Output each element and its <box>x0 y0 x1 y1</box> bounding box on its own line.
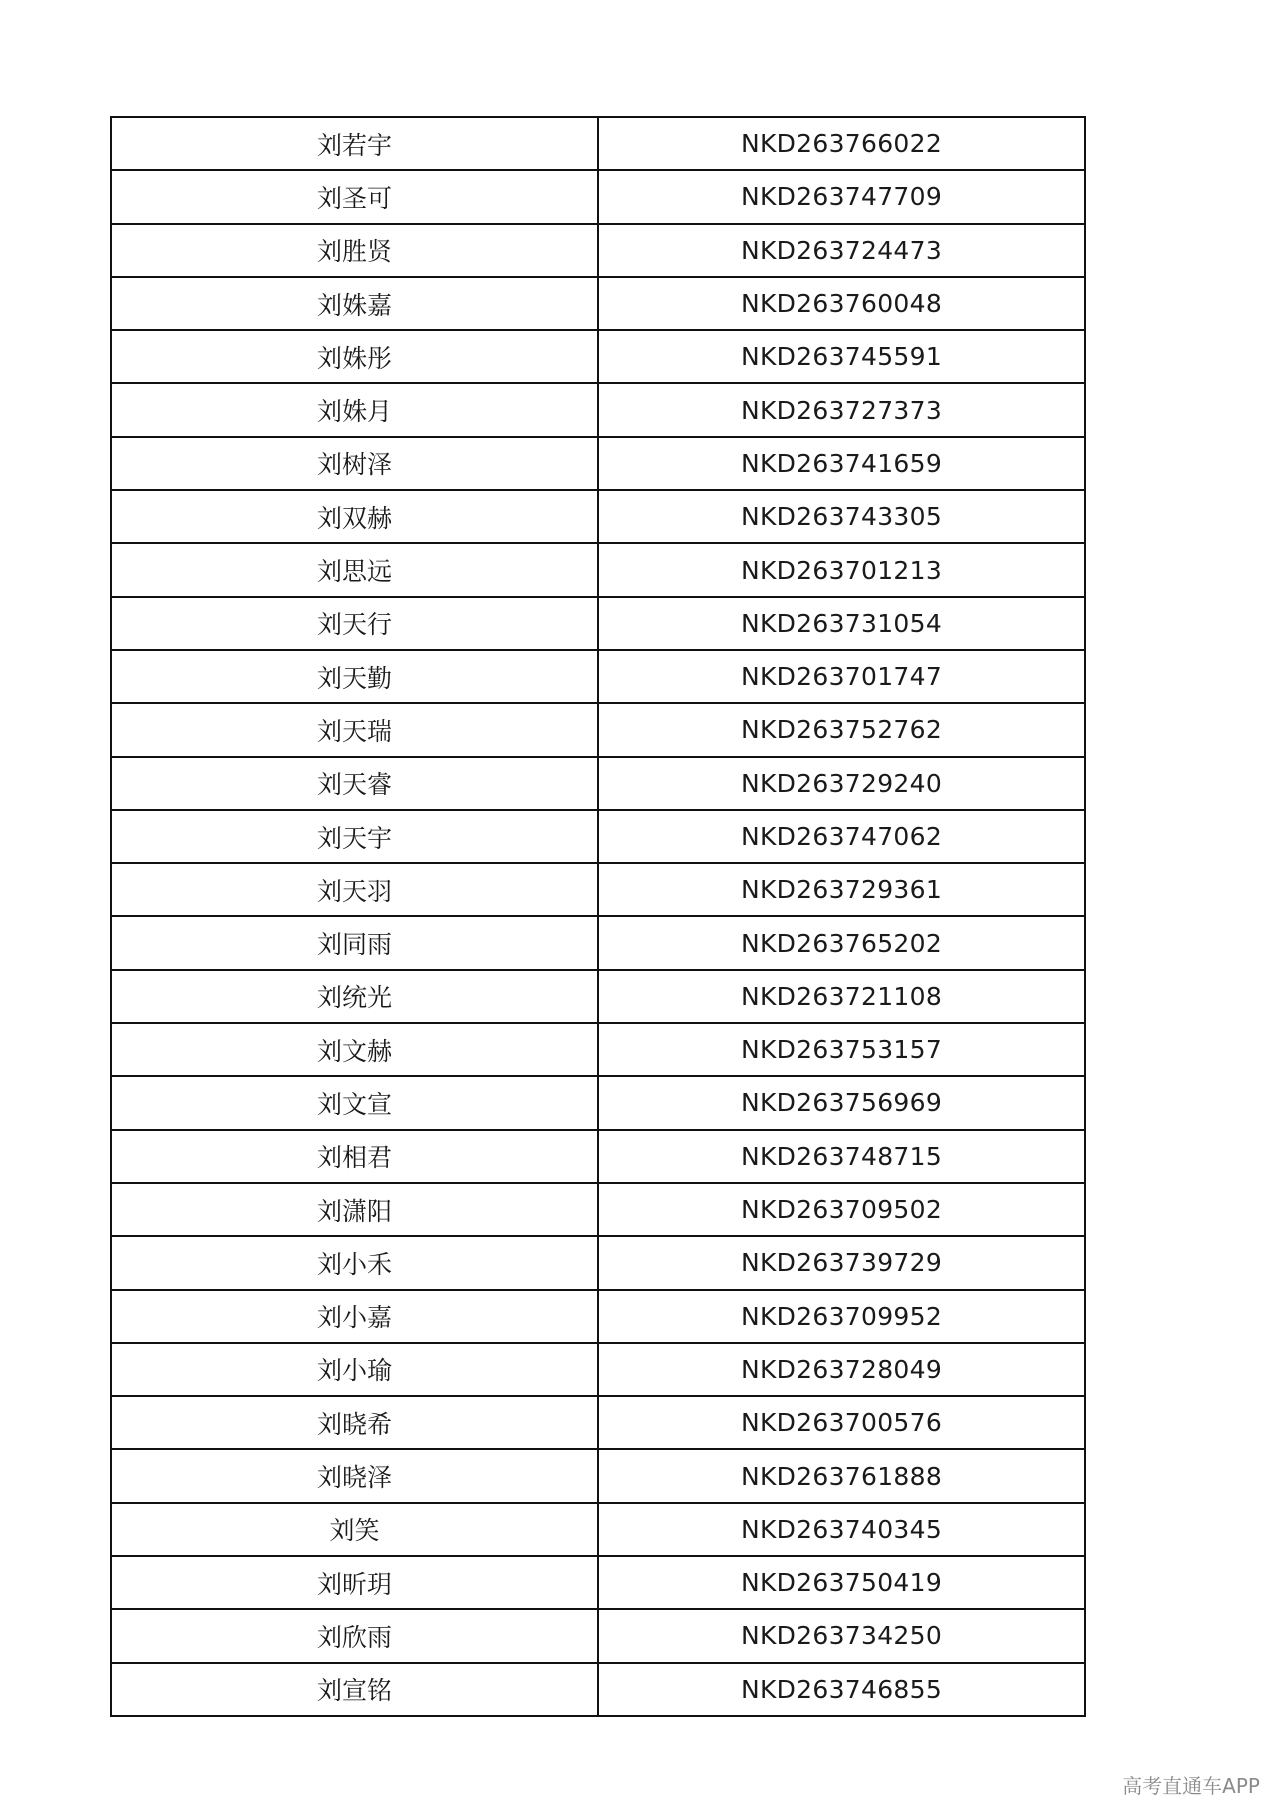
table-row <box>111 277 1085 330</box>
table-row <box>111 490 1085 543</box>
table-row <box>111 1343 1085 1396</box>
table-row <box>111 703 1085 756</box>
student-id-cell: NKD263740345 <box>598 1503 1085 1556</box>
table-row <box>111 1663 1085 1716</box>
student-id-cell: NKD263747709 <box>598 170 1085 223</box>
student-id-cell: NKD263745591 <box>598 330 1085 383</box>
student-id-cell: NKD263746855 <box>598 1663 1085 1716</box>
student-name-cell: 刘文赫 <box>111 1023 598 1076</box>
table-row <box>111 810 1085 863</box>
student-name-cell: 刘圣可 <box>111 170 598 223</box>
student-name-cell: 刘树泽 <box>111 437 598 490</box>
student-id-cell: NKD263721108 <box>598 970 1085 1023</box>
student-name-cell: 刘晓希 <box>111 1396 598 1449</box>
student-name-cell: 刘胜贤 <box>111 224 598 277</box>
student-name-cell: 刘天勤 <box>111 650 598 703</box>
student-id-cell: NKD263728049 <box>598 1343 1085 1396</box>
student-name-cell: 刘双赫 <box>111 490 598 543</box>
table-row <box>111 437 1085 490</box>
table-row <box>111 597 1085 650</box>
student-id-cell: NKD263729240 <box>598 757 1085 810</box>
table-row <box>111 1609 1085 1662</box>
student-id-cell: NKD263727373 <box>598 383 1085 436</box>
watermark-text: 高考直通车APP <box>1122 1774 1260 1798</box>
table-row <box>111 863 1085 916</box>
table-row <box>111 1236 1085 1289</box>
student-id-cell: NKD263756969 <box>598 1076 1085 1129</box>
student-id-cell: NKD263701747 <box>598 650 1085 703</box>
student-table <box>110 116 1086 1717</box>
student-id-cell: NKD263753157 <box>598 1023 1085 1076</box>
student-id-cell: NKD263741659 <box>598 437 1085 490</box>
student-name-cell: 刘思远 <box>111 543 598 596</box>
student-name-cell: 刘天宇 <box>111 810 598 863</box>
table-row <box>111 916 1085 969</box>
table-row <box>111 1023 1085 1076</box>
student-name-cell: 刘同雨 <box>111 916 598 969</box>
student-name-cell: 刘欣雨 <box>111 1609 598 1662</box>
student-name-cell: 刘昕玥 <box>111 1556 598 1609</box>
table-row <box>111 1396 1085 1449</box>
student-id-cell: NKD263739729 <box>598 1236 1085 1289</box>
student-name-cell: 刘姝嘉 <box>111 277 598 330</box>
table-row <box>111 383 1085 436</box>
student-id-cell: NKD263700576 <box>598 1396 1085 1449</box>
student-name-cell: 刘笑 <box>111 1503 598 1556</box>
student-name-cell: 刘统光 <box>111 970 598 1023</box>
table-row <box>111 650 1085 703</box>
student-name-cell: 刘相君 <box>111 1130 598 1183</box>
table-row <box>111 970 1085 1023</box>
table-row <box>111 1449 1085 1502</box>
student-id-cell: NKD263709952 <box>598 1290 1085 1343</box>
table-row <box>111 330 1085 383</box>
student-id-cell: NKD263709502 <box>598 1183 1085 1236</box>
student-name-cell: 刘潇阳 <box>111 1183 598 1236</box>
table-row <box>111 1503 1085 1556</box>
student-name-cell: 刘天羽 <box>111 863 598 916</box>
student-name-cell: 刘天行 <box>111 597 598 650</box>
student-name-cell: 刘小瑜 <box>111 1343 598 1396</box>
student-name-cell: 刘文宣 <box>111 1076 598 1129</box>
table-row <box>111 224 1085 277</box>
student-name-cell: 刘姝月 <box>111 383 598 436</box>
table-row <box>111 1290 1085 1343</box>
student-name-cell: 刘小禾 <box>111 1236 598 1289</box>
student-id-cell: NKD263747062 <box>598 810 1085 863</box>
student-id-cell: NKD263701213 <box>598 543 1085 596</box>
student-id-cell: NKD263743305 <box>598 490 1085 543</box>
student-id-cell: NKD263724473 <box>598 224 1085 277</box>
student-name-cell: 刘姝彤 <box>111 330 598 383</box>
student-id-cell: NKD263729361 <box>598 863 1085 916</box>
student-name-cell: 刘晓泽 <box>111 1449 598 1502</box>
student-name-cell: 刘若宇 <box>111 117 598 170</box>
table-row <box>111 1130 1085 1183</box>
student-id-cell: NKD263734250 <box>598 1609 1085 1662</box>
student-id-cell: NKD263765202 <box>598 916 1085 969</box>
student-id-cell: NKD263752762 <box>598 703 1085 756</box>
student-id-cell: NKD263761888 <box>598 1449 1085 1502</box>
table-row <box>111 117 1085 170</box>
table-row <box>111 1076 1085 1129</box>
student-id-cell: NKD263748715 <box>598 1130 1085 1183</box>
student-id-cell: NKD263731054 <box>598 597 1085 650</box>
student-id-cell: NKD263760048 <box>598 277 1085 330</box>
table-row <box>111 1183 1085 1236</box>
student-name-cell: 刘天睿 <box>111 757 598 810</box>
table-row <box>111 170 1085 223</box>
table-row <box>111 757 1085 810</box>
table-row <box>111 1556 1085 1609</box>
table-body <box>111 117 1085 1716</box>
student-id-cell: NKD263750419 <box>598 1556 1085 1609</box>
table-row <box>111 543 1085 596</box>
student-name-cell: 刘天瑞 <box>111 703 598 756</box>
student-id-cell: NKD263766022 <box>598 117 1085 170</box>
student-name-cell: 刘小嘉 <box>111 1290 598 1343</box>
student-name-cell: 刘宣铭 <box>111 1663 598 1716</box>
